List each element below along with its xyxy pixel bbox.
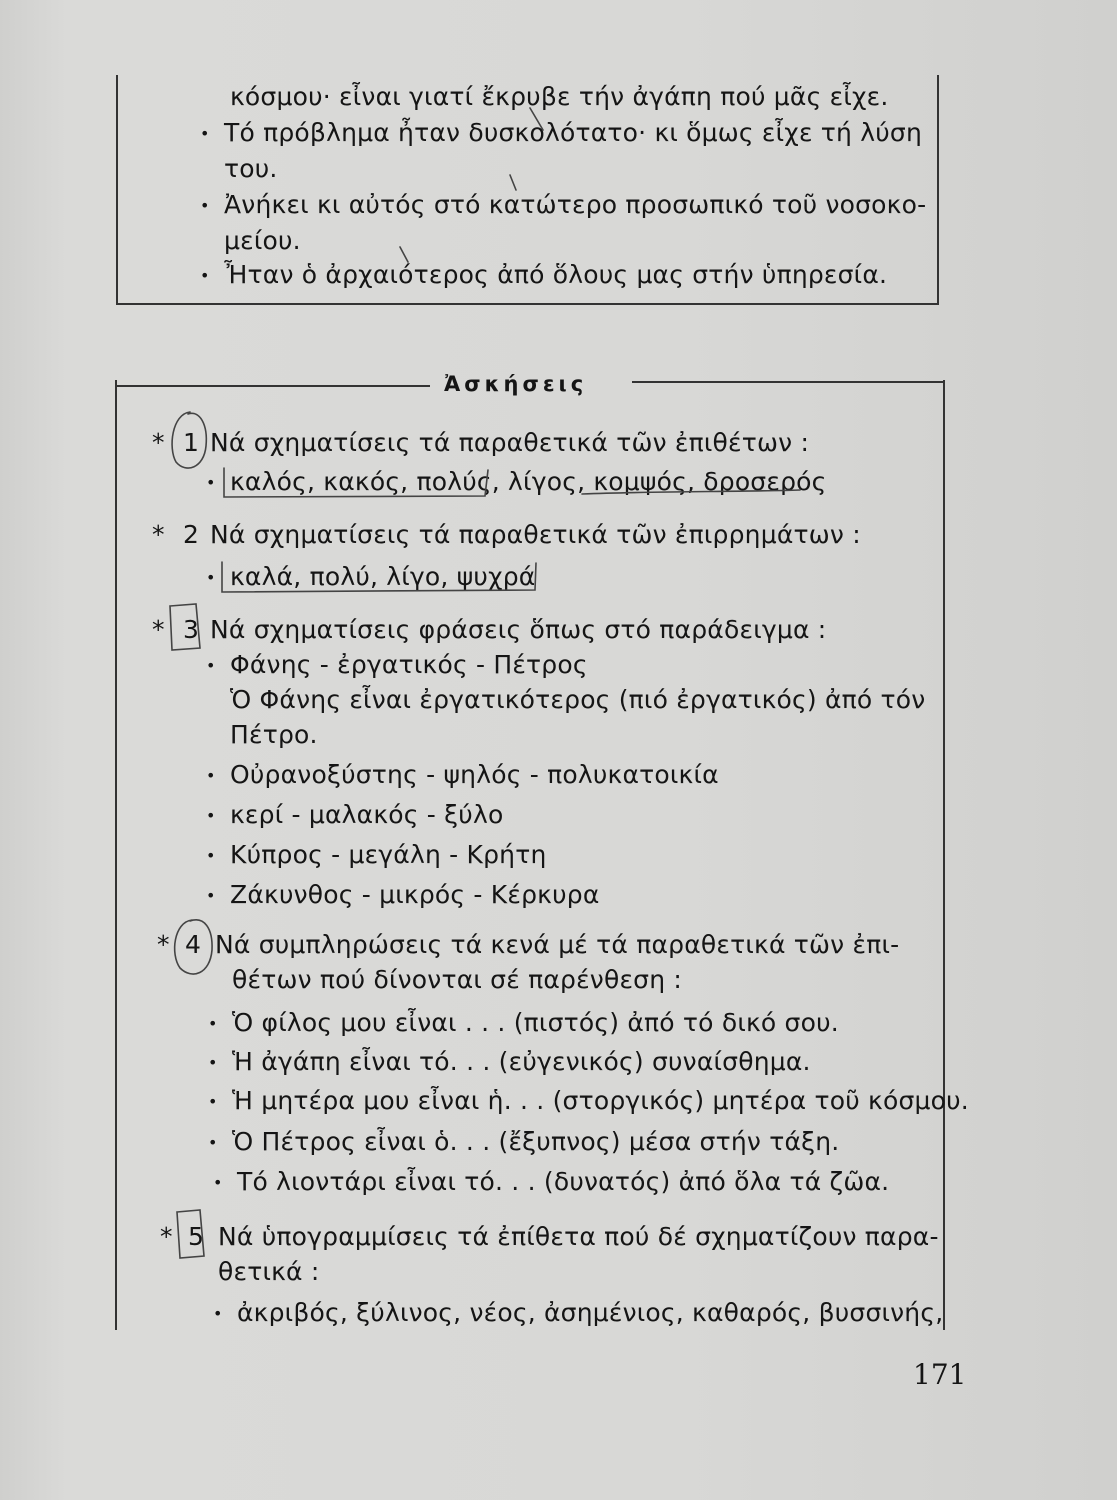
exercise-marker: * [157,930,170,959]
sentence-line: • Τό πρόβλημα ἦταν δυσκολότατο· κι ὅμως εἶχε τή λύση [224,118,922,147]
exercise-number: 3 [183,615,200,644]
exercises-title: Ἀσκήσεις [444,372,588,396]
exercise-prompt: θέτων πού δίνονται σέ παρένθεση : [232,965,683,994]
exercise-number: 4 [185,930,202,959]
example-sentence: Πέτρο. [230,720,318,749]
circle-mark [175,920,212,974]
example-sentence: Ὁ Φάνης εἶναι ἐργατικότερος (πιό ἐργατικός) ἀπό τόν [230,685,926,714]
sentence-line: • Ἀνήκει κι αὐτός στό κατώτερο προσωπικό τοῦ νοσοκο- [224,190,926,219]
exercise-words: • καλός, κακός, πολύς, λίγος, κομψός, δροσερός [230,467,827,496]
sentence-line: • Ἦταν ὁ ἀρχαιότερος ἀπό ὅλους μας στήν ὑπηρεσία. [224,260,887,289]
exercise-prompt: Νά συμπληρώσεις τά κενά μέ τά παραθετικά τῶν ἐπι- [215,930,900,959]
circle-mark [172,412,206,468]
exercise-number: 2 [183,520,200,549]
list-item: • Οὐρανοξύστης - ψηλός - πολυκατοικία [230,760,719,789]
exercise-words: • ἀκριβός, ξύλινος, νέος, ἀσημένιος, καθαρός, βυσσινής, [237,1298,943,1327]
sentence-line: του. [224,154,278,183]
box-mark [177,1210,204,1258]
exercise-words: • καλά, πολύ, λίγο, ψυχρά [230,562,535,591]
box-mark [170,604,200,650]
list-item: • Ἡ μητέρα μου εἶναι ἡ. . . (στοργικός) μητέρα τοῦ κόσμου. [232,1086,969,1115]
exercise-prompt: Νά ὑπογραμμίσεις τά ἐπίθετα πού δέ σχηματίζουν παρα- [218,1222,939,1251]
list-item: • Ζάκυνθος - μικρός - Κέρκυρα [230,880,600,909]
exercise-prompt: Νά σχηματίσεις τά παραθετικά τῶν ἐπιθέτων : [210,428,810,457]
page-number: 171 [913,1358,967,1391]
exercise-prompt: Νά σχηματίσεις τά παραθετικά τῶν ἐπιρρημάτων : [210,520,861,549]
exercise-marker: * [160,1222,173,1251]
sentence-line: κόσμου· εἶναι γιατί ἔκρυβε τήν ἀγάπη πού μᾶς εἶχε. [230,82,889,111]
example-words: • Φάνης - ἐργατικός - Πέτρος [230,650,588,679]
list-item: • κερί - μαλακός - ξύλο [230,800,503,829]
stroke-mark [530,108,543,130]
list-item: • Ὁ φίλος μου εἶναι . . . (πιστός) ἀπό τό δικό σου. [232,1008,839,1037]
list-item: • Ὁ Πέτρος εἶναι ὁ. . . (ἔξυπνος) μέσα στήν τάξη. [232,1127,839,1156]
box-mark [222,562,536,592]
list-item: • Ἡ ἀγάπη εἶναι τό. . . (εὐγενικός) συναίσθημα. [232,1047,811,1076]
stroke-mark [400,247,408,262]
underline-mark [582,490,800,494]
exercise-number: 5 [188,1222,205,1251]
exercise-number: 1 [183,428,200,457]
exercise-prompt: θετικά : [218,1257,320,1286]
exercise-marker: * [152,520,165,549]
list-item: • Κύπρος - μεγάλη - Κρήτη [230,840,547,869]
sentence-line: μείου. [224,226,301,255]
stroke-mark [510,175,516,190]
exercise-prompt: Νά σχηματίσεις φράσεις ὅπως στό παράδειγμα : [210,615,827,644]
list-item: • Τό λιοντάρι εἶναι τό. . . (δυνατός) ἀπό ὅλα τά ζῶα. [237,1167,889,1196]
exercise-marker: * [152,615,165,644]
exercise-marker: * [152,428,165,457]
box-mark [224,468,488,497]
